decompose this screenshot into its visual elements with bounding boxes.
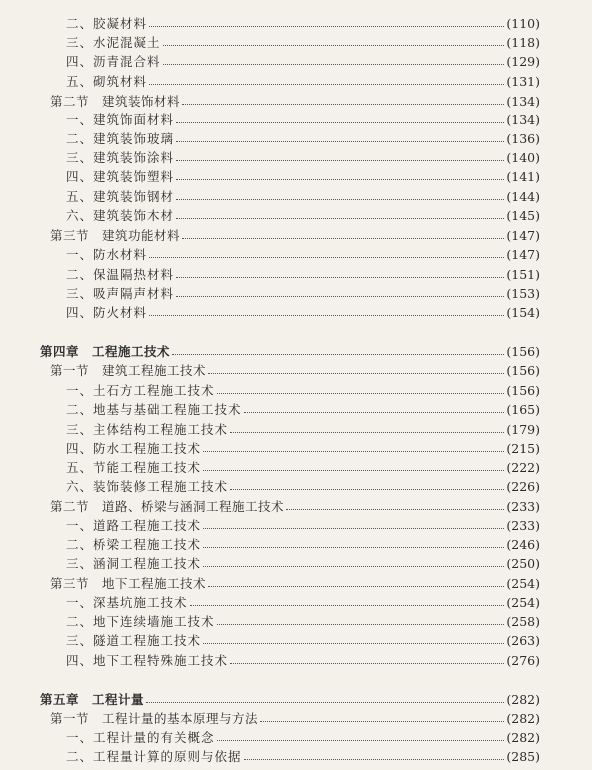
toc-item-label: 四、防水工程施工技术 xyxy=(66,441,202,456)
toc-page-number: (165) xyxy=(506,401,540,417)
toc-item-label: 五、建筑装饰钢材 xyxy=(66,189,175,204)
toc-page-number: (285) xyxy=(506,748,540,764)
toc-page-number: (136) xyxy=(506,130,540,146)
toc-item-label: 二、地下连续墙施工技术 xyxy=(66,614,215,629)
toc-item-label: 二、地基与基础工程施工技术 xyxy=(66,402,242,417)
dot-leader xyxy=(176,160,504,161)
toc-page-number: (254) xyxy=(506,594,540,610)
toc-item xyxy=(66,515,540,535)
dot-leader xyxy=(230,663,504,664)
toc-page-number: (233) xyxy=(506,517,540,533)
toc-item xyxy=(66,746,540,766)
toc-item xyxy=(66,553,540,573)
toc-chapter xyxy=(40,341,540,361)
toc-item xyxy=(66,264,540,284)
toc-item-label: 一、道路工程施工技术 xyxy=(66,518,202,533)
toc-page-number: (156) xyxy=(506,343,540,359)
toc-item xyxy=(66,283,540,303)
toc-chapter-label: 第五章 工程计量 xyxy=(40,692,145,707)
dot-leader xyxy=(217,393,505,394)
toc-page-number: (145) xyxy=(506,207,540,223)
toc-chapter-label: 第四章 工程施工技术 xyxy=(40,344,171,359)
dot-leader xyxy=(203,643,504,644)
toc-item xyxy=(66,380,540,400)
toc-page-number: (250) xyxy=(506,555,540,571)
toc-page-number: (118) xyxy=(506,34,540,50)
toc-page-number: (129) xyxy=(506,53,540,69)
toc-section-label: 第一节 工程计量的基本原理与方法 xyxy=(50,711,259,726)
dot-leader xyxy=(203,451,504,452)
toc-item-label: 一、工程计量的有关概念 xyxy=(66,730,215,745)
toc-page-number: (134) xyxy=(506,111,540,127)
dot-leader xyxy=(182,104,504,105)
toc-item xyxy=(66,109,540,129)
dot-leader xyxy=(203,470,504,471)
toc-item xyxy=(66,476,540,496)
dot-leader xyxy=(176,277,504,278)
toc-section-label: 第三节 地下工程施工技术 xyxy=(50,576,207,591)
dot-leader xyxy=(190,605,505,606)
toc-item xyxy=(66,186,540,206)
toc-item xyxy=(66,630,540,650)
toc-item xyxy=(66,244,540,264)
dot-leader xyxy=(260,721,504,722)
toc-item xyxy=(66,147,540,167)
toc-page-number: (151) xyxy=(506,266,540,282)
toc-item-label: 三、主体结构工程施工技术 xyxy=(66,422,229,437)
toc-section-label: 第二节 建筑装饰材料 xyxy=(50,94,181,109)
toc-item-label: 四、建筑装饰塑料 xyxy=(66,169,175,184)
toc-item xyxy=(66,534,540,554)
toc-item-label: 三、涵洞工程施工技术 xyxy=(66,556,202,571)
toc-section xyxy=(50,573,540,593)
toc-item-label: 三、建筑装饰涂料 xyxy=(66,150,175,165)
dot-leader xyxy=(146,702,504,703)
toc-page-number: (246) xyxy=(506,536,540,552)
toc-page-number: (147) xyxy=(506,227,540,243)
dot-leader xyxy=(208,373,504,374)
toc-page-number: (110) xyxy=(506,15,540,31)
toc-page-number: (215) xyxy=(506,440,540,456)
toc-item-label: 二、胶凝材料 xyxy=(66,16,148,31)
dot-leader xyxy=(244,759,505,760)
toc-item xyxy=(66,13,540,33)
toc-item-label: 六、装饰装修工程施工技术 xyxy=(66,479,229,494)
dot-leader xyxy=(149,315,504,316)
toc-item xyxy=(66,611,540,631)
toc-item-label: 二、保温隔热材料 xyxy=(66,267,175,282)
toc-item xyxy=(66,419,540,439)
dot-leader xyxy=(203,547,504,548)
dot-leader xyxy=(176,122,504,123)
dot-leader xyxy=(230,489,504,490)
toc-page-number: (134) xyxy=(506,93,540,109)
dot-leader xyxy=(208,586,504,587)
toc-page-number: (141) xyxy=(506,168,540,184)
dot-leader xyxy=(217,740,505,741)
toc-page-number: (179) xyxy=(506,421,540,437)
toc-item-label: 五、节能工程施工技术 xyxy=(66,460,202,475)
toc-item xyxy=(66,727,540,747)
toc-page-number: (233) xyxy=(506,498,540,514)
toc-page-number: (147) xyxy=(506,246,540,262)
toc-item-label: 一、深基坑施工技术 xyxy=(66,595,188,610)
toc-item xyxy=(66,438,540,458)
toc-item xyxy=(66,650,540,670)
toc-section xyxy=(50,496,540,516)
dot-leader xyxy=(176,179,504,180)
dot-leader xyxy=(176,199,504,200)
dot-leader xyxy=(203,528,504,529)
dot-leader xyxy=(149,84,504,85)
toc-page-number: (276) xyxy=(506,652,540,668)
toc-item-label: 二、工程量计算的原则与依据 xyxy=(66,749,242,764)
toc-section xyxy=(50,91,540,111)
toc-page-number: (131) xyxy=(506,73,540,89)
toc-page-number: (140) xyxy=(506,149,540,165)
toc-page-number: (222) xyxy=(506,459,540,475)
toc-page-number: (282) xyxy=(506,691,540,707)
toc-item-label: 二、建筑装饰玻璃 xyxy=(66,131,175,146)
dot-leader xyxy=(286,509,504,510)
toc-item xyxy=(66,51,540,71)
toc-page-number: (156) xyxy=(506,362,540,378)
dot-leader xyxy=(176,141,504,142)
toc-page-number: (282) xyxy=(506,710,540,726)
toc-section-label: 第三节 建筑功能材料 xyxy=(50,228,181,243)
dot-leader xyxy=(172,354,504,355)
toc-item-label: 一、建筑饰面材料 xyxy=(66,112,175,127)
toc-item xyxy=(66,457,540,477)
toc-page-number: (144) xyxy=(506,188,540,204)
toc-section-label: 第一节 建筑工程施工技术 xyxy=(50,363,207,378)
toc-item-label: 三、水泥混凝土 xyxy=(66,35,161,50)
toc-page-number: (263) xyxy=(506,632,540,648)
toc-chapter xyxy=(40,689,540,709)
toc-item-label: 一、土石方工程施工技术 xyxy=(66,383,215,398)
toc-page-number: (226) xyxy=(506,478,540,494)
toc-item xyxy=(66,399,540,419)
toc-page-number: (258) xyxy=(506,613,540,629)
toc-page-number: (154) xyxy=(506,304,540,320)
dot-leader xyxy=(149,26,504,27)
toc-section xyxy=(50,708,540,728)
toc-item xyxy=(66,205,540,225)
dot-leader xyxy=(176,296,504,297)
toc-item xyxy=(66,128,540,148)
dot-leader xyxy=(230,432,504,433)
dot-leader xyxy=(163,45,505,46)
toc-page-number: (156) xyxy=(506,382,540,398)
toc-item-label: 三、吸声隔声材料 xyxy=(66,286,175,301)
toc-item-label: 一、防水材料 xyxy=(66,247,148,262)
toc-page-number: (153) xyxy=(506,285,540,301)
toc-page-number: (254) xyxy=(506,575,540,591)
dot-leader xyxy=(163,64,505,65)
dot-leader xyxy=(176,218,504,219)
toc-item xyxy=(66,32,540,52)
toc-section xyxy=(50,360,540,380)
toc-item-label: 五、砌筑材料 xyxy=(66,74,148,89)
toc-item-label: 六、建筑装饰木材 xyxy=(66,208,175,223)
toc-item-label: 三、隧道工程施工技术 xyxy=(66,633,202,648)
dot-leader xyxy=(203,566,504,567)
dot-leader xyxy=(217,624,505,625)
dot-leader xyxy=(149,257,504,258)
toc-page-number: (282) xyxy=(506,729,540,745)
toc-item xyxy=(66,166,540,186)
toc-item xyxy=(66,592,540,612)
toc-item-label: 二、桥梁工程施工技术 xyxy=(66,537,202,552)
toc-item-label: 四、防火材料 xyxy=(66,305,148,320)
dot-leader xyxy=(244,412,505,413)
toc-item-label: 四、沥青混合料 xyxy=(66,54,161,69)
toc-item-label: 四、地下工程特殊施工技术 xyxy=(66,653,229,668)
toc-section-label: 第二节 道路、桥梁与涵洞工程施工技术 xyxy=(50,499,285,514)
dot-leader xyxy=(182,238,504,239)
toc-item xyxy=(66,71,540,91)
toc-item xyxy=(66,302,540,322)
toc-section xyxy=(50,225,540,245)
